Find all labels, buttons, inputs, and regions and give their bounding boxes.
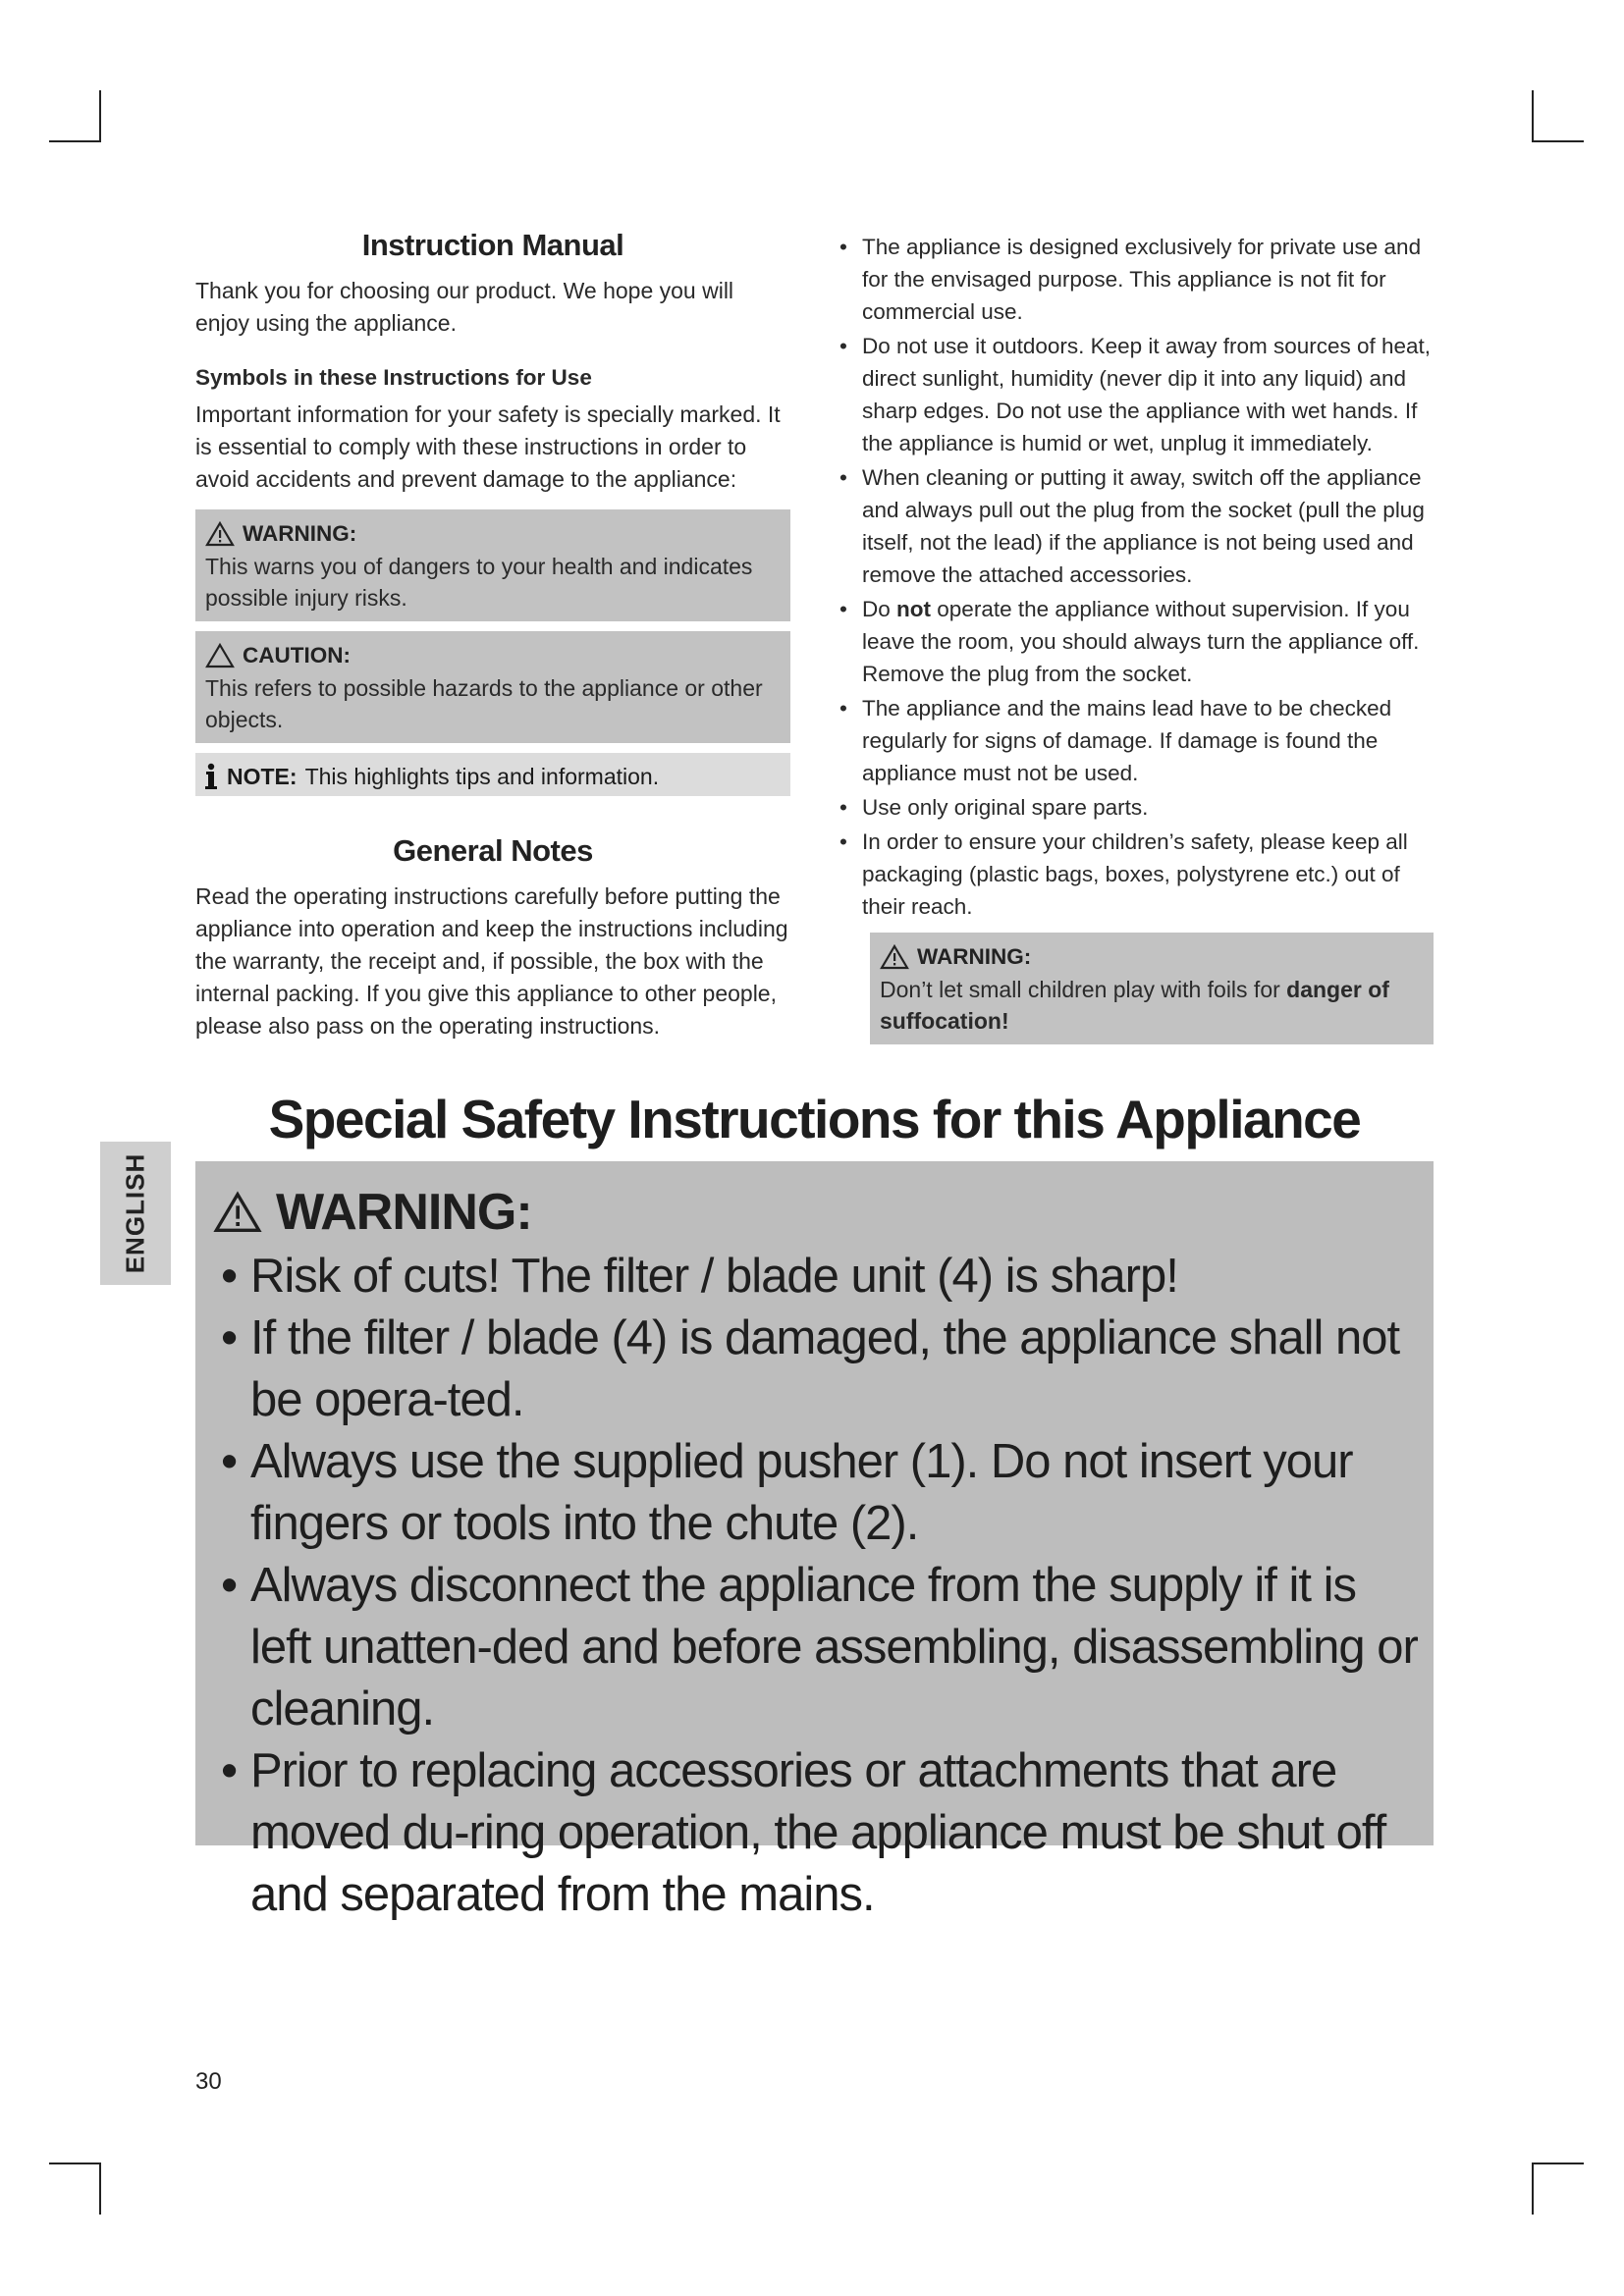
warning-box-text: This warns you of dangers to your health and indicates possible injury risks. [205, 554, 753, 611]
crop-mark [49, 140, 101, 142]
special-warning-box [195, 1161, 1434, 1921]
language-tab-label: ENGLISH [120, 1152, 150, 1274]
caution-box-title: CAUTION: [243, 643, 351, 667]
caution-box [195, 631, 790, 743]
children-warning-text-pre: Don’t let small children play with foils for [880, 977, 1280, 1002]
special-safety-title: Special Safety Instructions for this Appliance [268, 1089, 1361, 1149]
list-item: • The appliance and the mains lead have to be checked regularly for signs of damage. If damage is found the appliance must not be used. [835, 692, 1434, 789]
warning-box [195, 509, 790, 621]
caution-box-text: This refers to possible hazards to the appliance or other objects. [205, 675, 763, 732]
children-warning-text-bold: danger of suffocation! [880, 977, 1389, 1034]
crop-mark [1532, 90, 1534, 142]
crop-mark [1532, 140, 1584, 142]
list-item: • Risk of cuts! The filter / blade unit (4) is sharp! [207, 1246, 1422, 1308]
left-column [195, 228, 790, 1042]
general-notes-title: General Notes [393, 833, 593, 868]
list-item: • Use only original spare parts. [835, 791, 1434, 824]
special-warning-title: WARNING: [276, 1184, 532, 1241]
list-item: • If the filter / blade (4) is damaged, the appliance shall not be opera-ted. [207, 1308, 1422, 1431]
bullet4-post: operate the appliance without supervision. If you leave the room, you should always turn the appliance off. Remove the plug from the socket. [862, 597, 1420, 686]
warning-box-title: WARNING: [243, 521, 357, 546]
children-warning-box [870, 933, 1434, 1044]
info-icon [203, 763, 219, 790]
note-box [195, 753, 790, 796]
crop-mark [49, 2163, 101, 2164]
page-number: 30 [195, 2068, 222, 2095]
special-warning-list [207, 1246, 1422, 1926]
general-notes-text: Read the operating instructions carefully before putting the appliance into operation and keep the instructions including the warranty, the receipt and, if possible, the box with the internal packing. If you give this appliance to other people, please also pass on the operating instructions. [195, 883, 788, 1039]
crop-mark [99, 2163, 101, 2215]
list-item: • In order to ensure your children’s safety, please keep all packaging (plastic bags, boxes, polystyrene etc.) out of their reach. [835, 826, 1434, 923]
safety-bullet-list [835, 231, 1434, 923]
warning-triangle-icon [213, 1191, 262, 1234]
bullet4-bold: not [896, 597, 932, 621]
list-item [835, 593, 1434, 690]
warning-triangle-icon [205, 521, 235, 547]
crop-mark [1532, 2163, 1584, 2164]
children-warning-text [880, 974, 1424, 1037]
crop-mark [99, 90, 101, 142]
bullet4-pre: Do [862, 597, 891, 621]
crop-mark [1532, 2163, 1534, 2215]
symbols-heading: Symbols in these Instructions for Use [195, 365, 592, 390]
right-column [835, 231, 1434, 1044]
list-item: • The appliance is designed exclusively for private use and for the envisaged purpose. This appliance is not fit for commercial use. [835, 231, 1434, 328]
instruction-manual-title: Instruction Manual [361, 228, 624, 262]
list-item: • Prior to replacing accessories or attachments that are moved du-ring operation, the appliance must be shut off and separated from the mains. [207, 1740, 1422, 1926]
warning-triangle-icon [880, 944, 909, 970]
note-label: NOTE: [227, 763, 298, 789]
children-warning-title: WARNING: [917, 944, 1032, 969]
list-item: • Do not use it outdoors. Keep it away from sources of heat, direct sunlight, humidity (never dip it into any liquid) and sharp edges. Do not use the appliance with wet hands. If the appliance is humid or wet, unplug it immediately. [835, 330, 1434, 459]
intro-text: Thank you for choosing our product. We hope you will enjoy using the appliance. [195, 278, 734, 336]
list-item: • When cleaning or putting it away, switch off the appliance and always pull out the plug from the socket (pull the plug itself, not the lead) if the appliance is not being used and remove the attached accessories. [835, 461, 1434, 591]
list-item: • Always disconnect the appliance from the supply if it is left unatten-ded and before assembling, disassembling or cleaning. [207, 1555, 1422, 1740]
caution-triangle-icon [205, 643, 235, 668]
list-item: • Always use the supplied pusher (1). Do not insert your fingers or tools into the chute (2). [207, 1431, 1422, 1555]
note-text: This highlights tips and information. [304, 763, 660, 789]
language-tab [100, 1142, 171, 1285]
symbols-text: Important information for your safety is specially marked. It is essential to comply with these instructions in order to avoid accidents and prevent damage to the appliance: [195, 401, 781, 492]
